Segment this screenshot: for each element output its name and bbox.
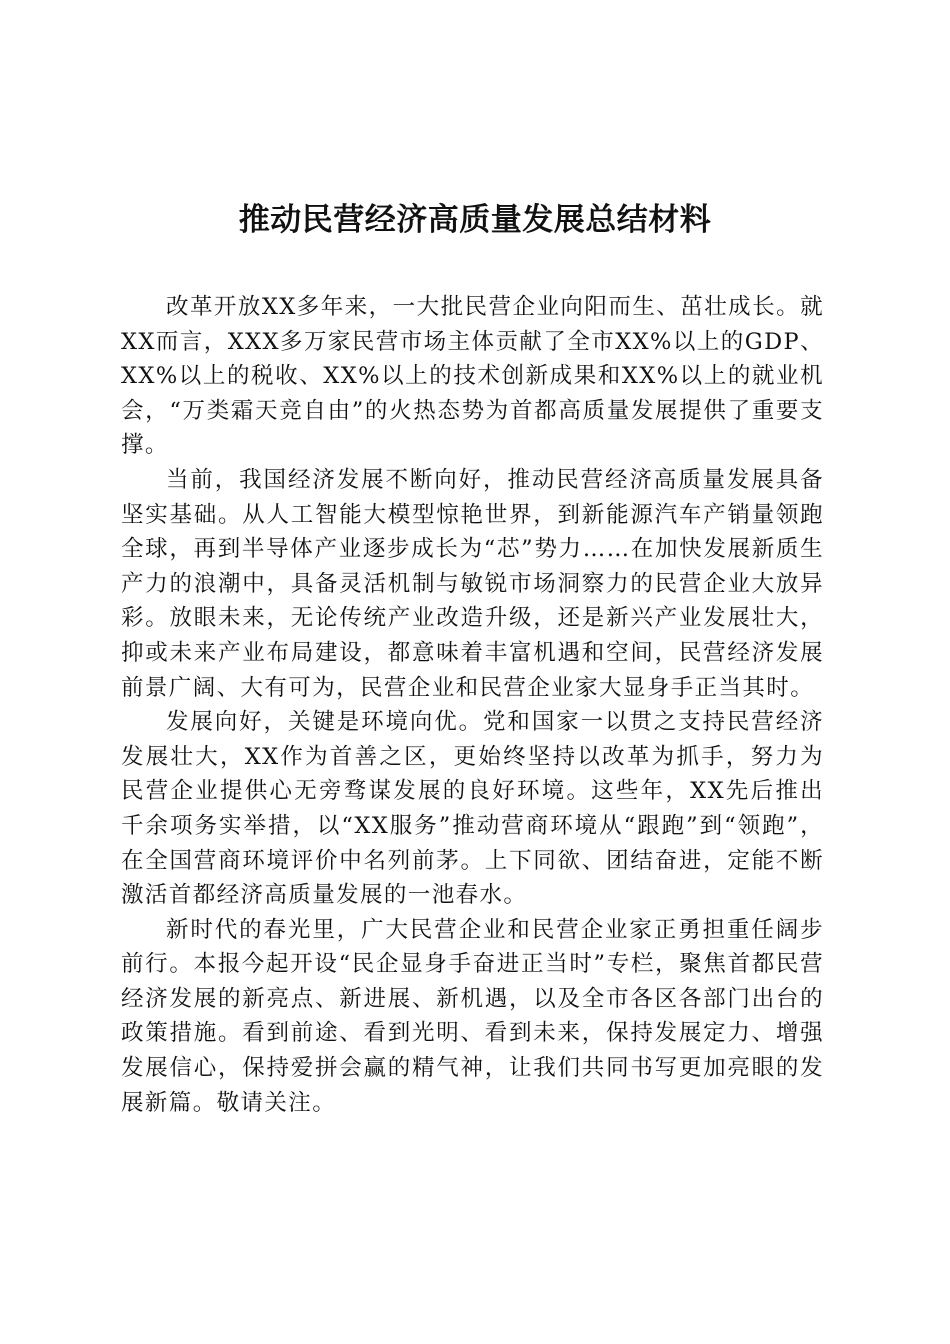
paragraph-1: 改革开放XX多年来，一大批民营企业向阳而生、茁壮成长。就XX而言，XXX多万家民营市场主体贡献了全市XX%以上的GDP、XX%以上的税收、XX%以上的技术创新成果和XX%以上的就业机会，“万类霜天竞自由”的火热态势为首都高质量发展提供了重要支撑。 <box>121 294 824 459</box>
paragraph-2: 当前，我国经济发展不断向好，推动民营经济高质量发展具备坚实基础。从人工智能大模型惊艳世界，到新能源汽车产销量领跑全球，再到半导体产业逐步成长为“芯”势力……在加快发展新质生产力的浪潮中，具备灵活机制与敏锐市场洞察力的民营企业大放异彩。放眼未来，无论传统产业改造升级，还是新兴产业发展壮大，抑或未来产业布局建设，都意味着丰富机遇和空间，民营经济发展前景广阔、大有可为，民营企业和民营企业家大显身手正当其时。 <box>121 466 824 701</box>
document-title: 推动民营经济高质量发展总结材料 <box>238 202 712 238</box>
paragraph-4: 新时代的春光里，广大民营企业和民营企业家正勇担重任阔步前行。本报今起开设“民企显身手奋进正当时”专栏，聚焦首都民营经济发展的新亮点、新进展、新机遇，以及全市各区各部门出台的政策措施。看到前途、看到光明、看到未来，保持发展定力、增强发展信心，保持爱拼会赢的精气神，让我们共同书写更加亮眼的发展新篇。敬请关注。 <box>121 916 824 1116</box>
document-body <box>121 290 824 1120</box>
paragraph-3: 发展向好，关键是环境向优。党和国家一以贯之支持民营经济发展壮大，XX作为首善之区，更始终坚持以改革为抓手，努力为民营企业提供心无旁骛谋发展的良好环境。这些年，XX先后推出千余项务实举措，以“XX服务”推动营商环境从“跟跑”到“领跑”，在全国营商环境评价中名列前茅。上下同欲、团结奋进，定能不断激活首都经济高质量发展的一池春水。 <box>121 709 824 909</box>
